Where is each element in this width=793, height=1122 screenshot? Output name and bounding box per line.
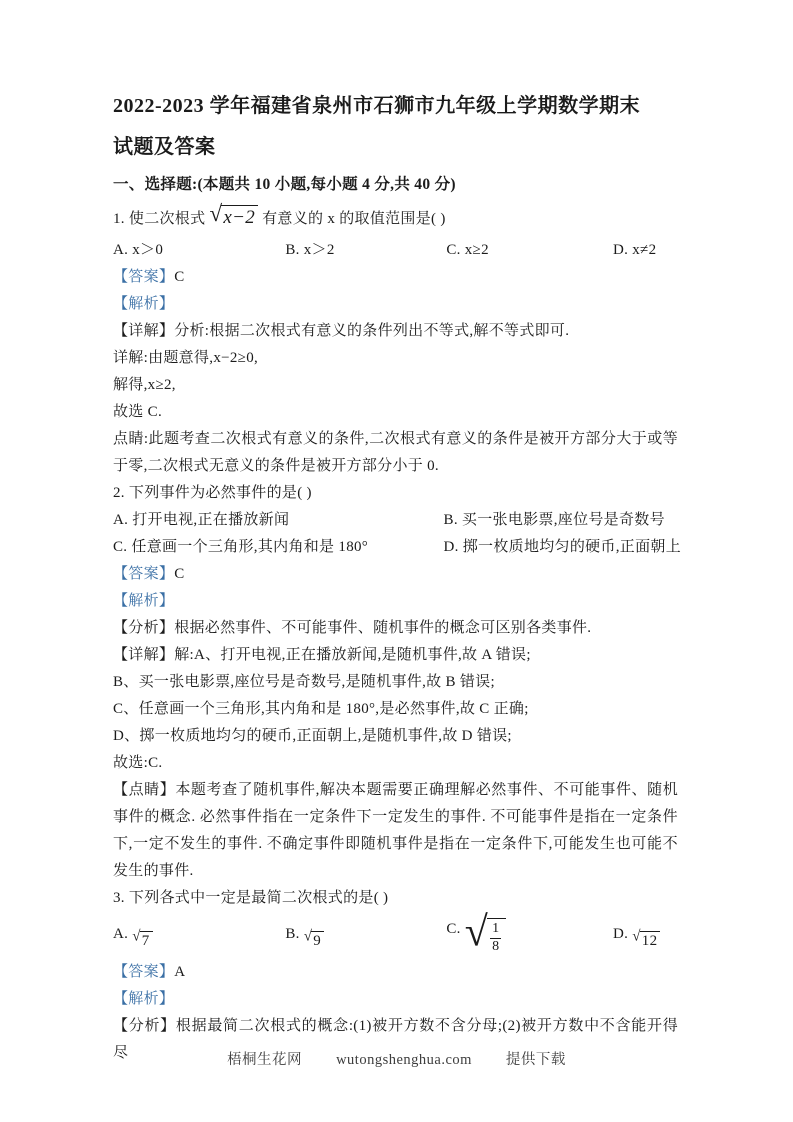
fraction [490, 921, 501, 954]
doc-title-line-1: 2022-2023 学年福建省泉州市石狮市九年级上学期数学期末 [113, 95, 641, 117]
explanation-line: 【分析】根据必然事件、不可能事件、随机事件的概念可区别各类事件. [113, 620, 592, 636]
page-footer [0, 1048, 793, 1069]
radical-sign-icon: √ [632, 928, 641, 945]
question-2 [113, 480, 681, 885]
answer-value: A [174, 964, 186, 980]
question-2-options [113, 507, 681, 561]
question-1-options [113, 237, 678, 264]
question-2-stem: 2. 下列事件为必然事件的是( ) [113, 485, 312, 501]
analysis-line [113, 986, 678, 1013]
fraction-denominator: 8 [492, 938, 500, 954]
answer-tag: 【答案】 [113, 566, 175, 582]
explanation-line: D、掷一枚质地均匀的硬币,正面朝上,是随机事件,故 D 错误; [113, 728, 512, 744]
option-label: B. [285, 926, 300, 943]
explanation-line: 故选:C. [113, 755, 163, 771]
radicand: 12 [640, 931, 661, 950]
analysis-tag: 【解析】 [113, 296, 175, 312]
sqrt-expression [464, 909, 507, 956]
radicand [487, 918, 506, 954]
question-3-options [113, 909, 678, 959]
analysis-line [113, 291, 678, 318]
answer-line [113, 561, 678, 588]
question-1-stem-suffix: 有意义的 x 的取值范围是( ) [262, 211, 446, 227]
doc-title-line-2: 试题及答案 [113, 136, 216, 158]
answer-value: C [174, 269, 185, 285]
option-a: A. 打开电视,正在播放新闻 [113, 512, 290, 528]
option-b [285, 921, 446, 950]
option-b: B. x＞2 [285, 242, 335, 258]
option-label: C. [446, 921, 461, 938]
sqrt-expression [632, 928, 660, 950]
analysis-tag: 【解析】 [113, 991, 175, 1007]
option-d [613, 921, 678, 950]
explanation-line: 详解:由题意得,x−2≥0, [113, 350, 259, 366]
option-d: D. 掷一枚质地均匀的硬币,正面朝上 [443, 539, 681, 555]
explanation-line: 【详解】分析:根据二次根式有意义的条件列出不等式,解不等式即可. [113, 323, 570, 339]
fraction-numerator: 1 [492, 921, 500, 937]
download-text: 提供下载 [505, 1052, 566, 1068]
section-header: 一、选择题:(本题共 10 小题,每小题 4 分,共 40 分) [113, 176, 456, 193]
sqrt-expression [209, 201, 258, 228]
radicand: 9 [311, 931, 324, 950]
radical-sign-icon: √ [209, 201, 223, 227]
explanation-line: 解得,x≥2, [113, 377, 176, 393]
option-a: A. x＞0 [113, 242, 164, 258]
question-1-stem-prefix: 1. 使二次根式 [113, 211, 206, 227]
radical-sign-icon: √ [303, 928, 313, 945]
option-b: B. 买一张电影票,座位号是奇数号 [443, 512, 665, 528]
question-3 [113, 885, 678, 1067]
option-a [113, 921, 285, 950]
sqrt-expression [303, 928, 324, 950]
radicand: 7 [140, 931, 153, 950]
explanation-line: 【点睛】本题考查了随机事件,解决本题需要正确理解必然事件、不可能事件、随机事件的概念. 必然事件指在一定条件下一定发生的事件. 不可能事件是指在一定条件下,一定不发生的事件. 不确定事件即随机事件是指在一定条件下,可能发生也可能不发生的事件. [113, 782, 678, 879]
radical-sign-icon: √ [464, 909, 489, 956]
analysis-line [113, 588, 678, 615]
option-label: A. [113, 926, 129, 943]
site-url: wutongshenghua.com [336, 1052, 472, 1068]
radicand: x−2 [221, 205, 258, 228]
answer-line [113, 959, 678, 986]
answer-tag: 【答案】 [113, 269, 175, 285]
sqrt-expression [132, 928, 152, 950]
answer-value: C [174, 566, 185, 582]
explanation-line: 故选 C. [113, 404, 163, 420]
option-c: C. 任意画一个三角形,其内角和是 180° [113, 539, 369, 555]
explanation-line: B、买一张电影票,座位号是奇数号,是随机事件,故 B 错误; [113, 674, 495, 690]
radical-sign-icon: √ [132, 928, 141, 945]
question-1 [113, 201, 678, 480]
answer-tag: 【答案】 [113, 964, 175, 980]
question-1-stem [113, 201, 678, 237]
option-c: C. x≥2 [446, 242, 489, 258]
answer-line [113, 264, 678, 291]
option-d: D. x≠2 [613, 242, 657, 258]
explanation-line: C、任意画一个三角形,其内角和是 180°,是必然事件,故 C 正确; [113, 701, 529, 717]
option-label: D. [613, 926, 629, 943]
explanation-line: 【分析】根据最简二次根式的概念:(1)被开方数不含分母;(2)被开方数中不含能开得尽 [113, 1018, 678, 1061]
question-3-stem: 3. 下列各式中一定是最简二次根式的是( ) [113, 890, 389, 906]
doc-title [113, 86, 678, 168]
analysis-tag: 【解析】 [113, 593, 175, 609]
explanation-line: 【详解】解:A、打开电视,正在播放新闻,是随机事件,故 A 错误; [113, 647, 531, 663]
explanation-line: 点睛:此题考查二次根式有意义的条件,二次根式有意义的条件是被开方部分大于或等于零,二次根式无意义的条件是被开方部分小于 0. [113, 431, 678, 474]
site-name: 梧桐生花网 [227, 1052, 303, 1068]
option-c [446, 909, 613, 956]
